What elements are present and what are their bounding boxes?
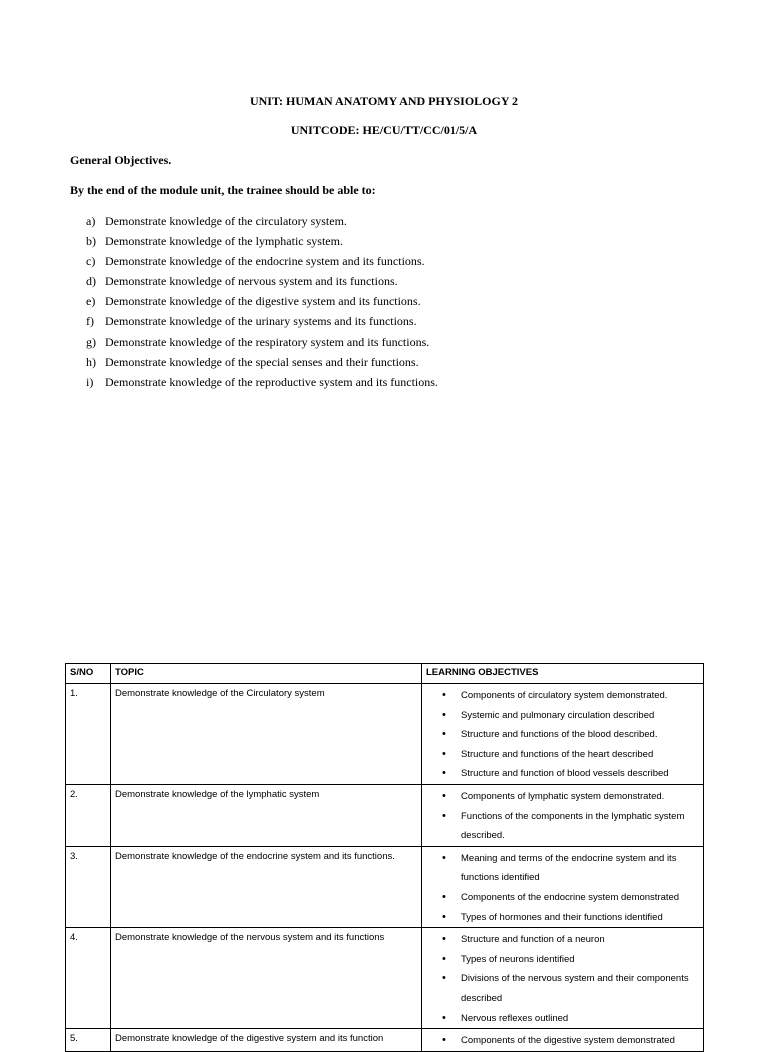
cell-topic: Demonstrate knowledge of the lymphatic system (111, 784, 422, 846)
objective-text: Demonstrate knowledge of the respiratory system and its functions. (105, 334, 430, 349)
learning-objective-item: • Structure and function of a neuron (422, 930, 703, 950)
cell-topic: Demonstrate knowledge of the Circulatory system (111, 684, 422, 785)
objective-letter: f) (86, 314, 94, 329)
objective-text: Demonstrate knowledge of nervous system and its functions. (105, 274, 398, 289)
general-objectives-list (86, 212, 438, 393)
learning-objective-item: • Components of the digestive system demonstrated (422, 1031, 703, 1051)
learning-objectives-list (422, 787, 703, 846)
learning-objective-item: • Types of hormones and their functions identified (422, 908, 703, 928)
cell-sno: 1. (66, 684, 111, 785)
table-row (66, 928, 704, 1029)
objective-text: Demonstrate knowledge of the special senses and their functions. (105, 354, 419, 369)
general-objectives-heading: General Objectives. (70, 153, 172, 167)
cell-sno: 3. (66, 846, 111, 927)
learning-objective-item: • Components of lymphatic system demonstrated. (422, 787, 703, 807)
table-row (66, 784, 704, 846)
by-end-statement: By the end of the module unit, the trainee should be able to: (70, 183, 376, 197)
header-topic: TOPIC (111, 664, 422, 684)
cell-learning-objectives (422, 928, 704, 1029)
table-row (66, 846, 704, 927)
header-sno: S/NO (66, 664, 111, 684)
objective-letter: d) (86, 274, 96, 289)
cell-sno: 4. (66, 928, 111, 1029)
cell-topic: Demonstrate knowledge of the digestive system and its function (111, 1029, 422, 1052)
objective-letter: c) (86, 254, 96, 269)
unit-title: UNIT: HUMAN ANATOMY AND PHYSIOLOGY 2 (249, 94, 519, 108)
learning-objectives-list (422, 930, 703, 1028)
learning-objective-item: • Components of circulatory system demonstrated. (422, 686, 703, 706)
objective-letter: e) (86, 294, 96, 309)
objective-item (86, 333, 438, 353)
learning-objective-item: • Types of neurons identified (422, 950, 703, 970)
cell-sno: 2. (66, 784, 111, 846)
learning-objective-item: • Divisions of the nervous system and their components described (422, 969, 703, 1008)
objective-item (86, 212, 438, 232)
cell-learning-objectives (422, 1029, 704, 1052)
header-learning-objectives: LEARNING OBJECTIVES (422, 664, 704, 684)
objective-item (86, 232, 438, 252)
learning-objective-item: • Meaning and terms of the endocrine system and its functions identified (422, 849, 703, 888)
learning-objective-item: • Structure and functions of the heart described (422, 745, 703, 765)
objective-letter: h) (86, 354, 96, 369)
objective-item (86, 373, 438, 393)
objective-text: Demonstrate knowledge of the lymphatic system. (105, 234, 343, 249)
learning-objective-item: • Systemic and pulmonary circulation described (422, 706, 703, 726)
learning-objective-item: • Nervous reflexes outlined (422, 1009, 703, 1029)
learning-objective-item: • Structure and function of blood vessels described (422, 764, 703, 784)
cell-sno: 5. (66, 1029, 111, 1052)
cell-learning-objectives (422, 846, 704, 927)
table-header-row (66, 664, 704, 684)
cell-topic: Demonstrate knowledge of the nervous system and its functions (111, 928, 422, 1029)
learning-objectives-list (422, 849, 703, 927)
objective-item (86, 292, 438, 312)
objective-item (86, 252, 438, 272)
objective-item (86, 272, 438, 292)
learning-objectives-list (422, 686, 703, 784)
cell-learning-objectives (422, 684, 704, 785)
objective-item (86, 312, 438, 332)
table-row (66, 684, 704, 785)
objective-text: Demonstrate knowledge of the circulatory system. (105, 214, 347, 228)
objective-letter: a) (86, 214, 96, 228)
learning-objective-item: • Components of the endocrine system demonstrated (422, 888, 703, 908)
learning-objective-item: • Structure and functions of the blood described. (422, 725, 703, 745)
learning-objectives-list (422, 1031, 703, 1051)
objective-letter: b) (86, 234, 96, 249)
cell-learning-objectives (422, 784, 704, 846)
objective-letter: i) (86, 374, 94, 389)
unit-code: UNITCODE: HE/CU/TT/CC/01/5/A (290, 123, 478, 137)
cell-topic: Demonstrate knowledge of the endocrine system and its functions. (111, 846, 422, 927)
learning-objectives-table (65, 663, 704, 1052)
objective-text: Demonstrate knowledge of the endocrine system and its functions. (105, 254, 425, 269)
objective-text: Demonstrate knowledge of the digestive system and its functions. (105, 294, 421, 309)
objective-item (86, 353, 438, 373)
learning-objective-item: • Functions of the components in the lymphatic system described. (422, 807, 703, 846)
objective-text: Demonstrate knowledge of the urinary systems and its functions. (105, 314, 417, 329)
objective-text: Demonstrate knowledge of the reproductive system and its functions. (105, 374, 438, 389)
table-row (66, 1029, 704, 1052)
objective-letter: g) (86, 334, 96, 349)
